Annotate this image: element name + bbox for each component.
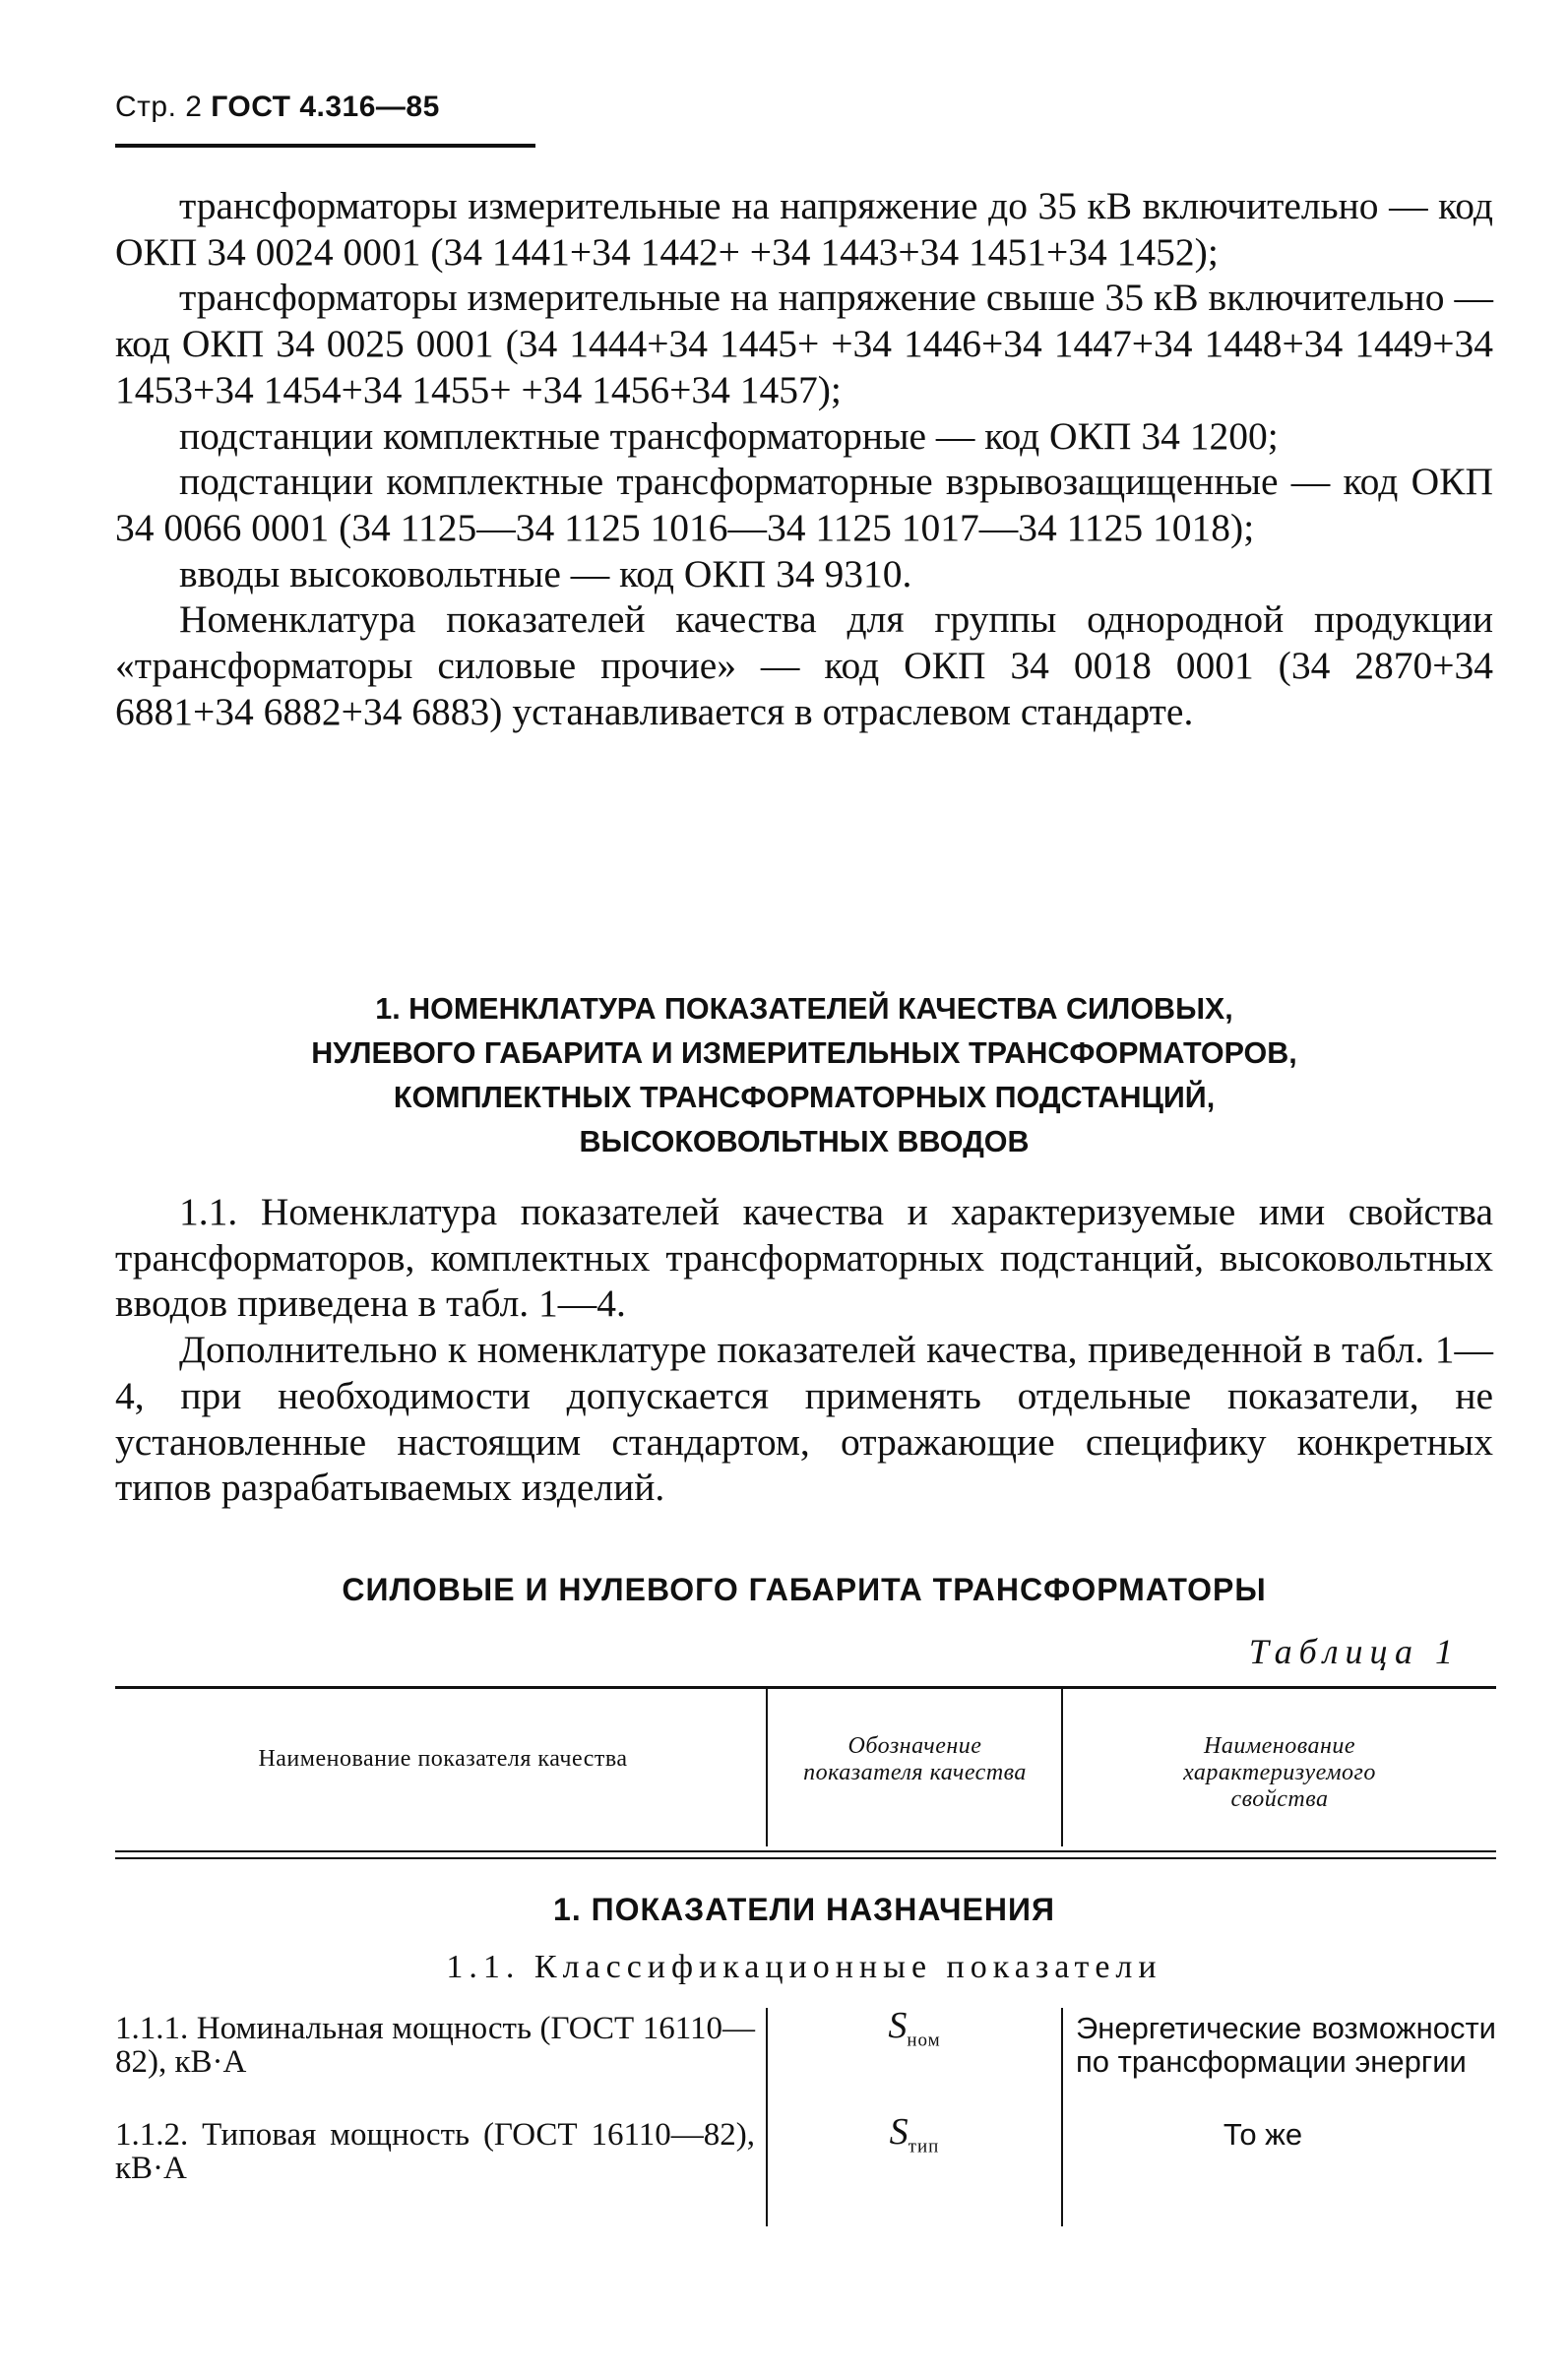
header-rule: [115, 144, 535, 148]
section-title-line: НУЛЕВОГО ГАБАРИТА И ИЗМЕРИТЕЛЬНЫХ ТРАНСФОРМАТОРОВ,: [311, 1036, 1297, 1070]
intro-item: подстанции комплектные трансформаторные взрывозащищенные — код ОКП 34 0066 0001 (34 1125—34 1125 1016—34 1125 1017—34 1125 1018);: [115, 460, 1493, 549]
intro-item: трансформаторы измерительные на напряжение свыше 35 кВ включительно — код ОКП 34 0025 0001 (34 1444+34 1445+ +34 1446+34 1447+34 1448+34 1449+34 1453+34 1454+34 1455+ +34 1456+34 1457);: [115, 276, 1493, 411]
table-row-symbol: [770, 2110, 1059, 2158]
symbol-subscript: тип: [908, 2136, 940, 2157]
section-title-line: КОМПЛЕКТНЫХ ТРАНСФОРМАТОРНЫХ ПОДСТАНЦИЙ,: [393, 1081, 1216, 1114]
table-row-symbol: [770, 2004, 1059, 2052]
table-column-rule: [1061, 2008, 1063, 2226]
symbol-letter: S: [889, 2111, 909, 2153]
symbol-subscript: ном: [907, 2030, 941, 2051]
section-title-line: ВЫСОКОВОЛЬТНЫХ ВВОДОВ: [579, 1125, 1030, 1158]
table-column-rule: [1061, 1689, 1063, 1846]
table-title: СИЛОВЫЕ И НУЛЕВОГО ГАБАРИТА ТРАНСФОРМАТОРЫ: [342, 1572, 1267, 1607]
table-column-rule: [766, 1689, 768, 1846]
table-row-name: 1.1.1. Номинальная мощность (ГОСТ 16110—82), кВ·А: [115, 2011, 755, 2080]
paragraph: Дополнительно к номенклатуре показателей качества, приведенной в табл. 1—4, при необходимости допускается применять отдельные показатели, не установленные настоящим стандартом, отражающие специфику конкретных типов разрабатываемых изделий.: [115, 1328, 1493, 1510]
page-number: Стр. 2: [115, 91, 203, 123]
table-header-property: Наименование характеризуемого свойства: [1183, 1733, 1376, 1812]
intro-paragraph: Номенклатура показателей качества для группы однородной продукции «трансформаторы силовые прочие» — код ОКП 34 0018 0001 (34 2870+34 6881+34 6882+34 6883) устанавливается в отраслевом стандарте.: [115, 597, 1493, 733]
paragraph: 1.1. Номенклатура показателей качества и характеризуемые ими свойства трансформаторов, комплектных трансформаторных подстанций, высоковольтных вводов приведена в табл. 1—4.: [115, 1190, 1493, 1326]
symbol-letter: S: [888, 2005, 908, 2046]
table-header-rule: [115, 1850, 1496, 1852]
section-body: [115, 1189, 1493, 1511]
table-row-name: 1.1.2. Типовая мощность (ГОСТ 16110—82), кВ·А: [115, 2117, 755, 2186]
table-subgroup-title: 1.1. Классификационные показатели: [446, 1949, 1162, 1985]
intro-item: подстанции комплектные трансформаторные — код ОКП 34 1200;: [179, 413, 1279, 458]
page-header: [115, 91, 440, 124]
section-title-line: 1. НОМЕНКЛАТУРА ПОКАЗАТЕЛЕЙ КАЧЕСТВА СИЛОВЫХ,: [375, 992, 1233, 1026]
intro-block: [115, 183, 1493, 734]
intro-item: вводы высоковольтные — код ОКП 34 9310.: [179, 551, 912, 595]
table-top-rule: [115, 1686, 1496, 1689]
table-group-title: 1. ПОКАЗАТЕЛИ НАЗНАЧЕНИЯ: [553, 1892, 1055, 1927]
table-label: Таблица 1: [1248, 1632, 1460, 1671]
section-title: [115, 987, 1493, 1164]
table-header-name: Наименование показателя качества: [258, 1746, 628, 1772]
table-column-rule: [766, 2008, 768, 2226]
table-header-symbol: Обозначение показателя качества: [803, 1733, 1027, 1785]
standard-number: ГОСТ 4.316—85: [211, 91, 440, 123]
table-row-property: То же: [1223, 2117, 1303, 2152]
table-row-property: Энергетические возможности по трансформации энергии: [1076, 2011, 1496, 2079]
table-header-rule: [115, 1857, 1496, 1859]
intro-item: трансформаторы измерительные на напряжение до 35 кВ включительно — код ОКП 34 0024 0001 (34 1441+34 1442+ +34 1443+34 1451+34 1452);: [115, 184, 1493, 274]
